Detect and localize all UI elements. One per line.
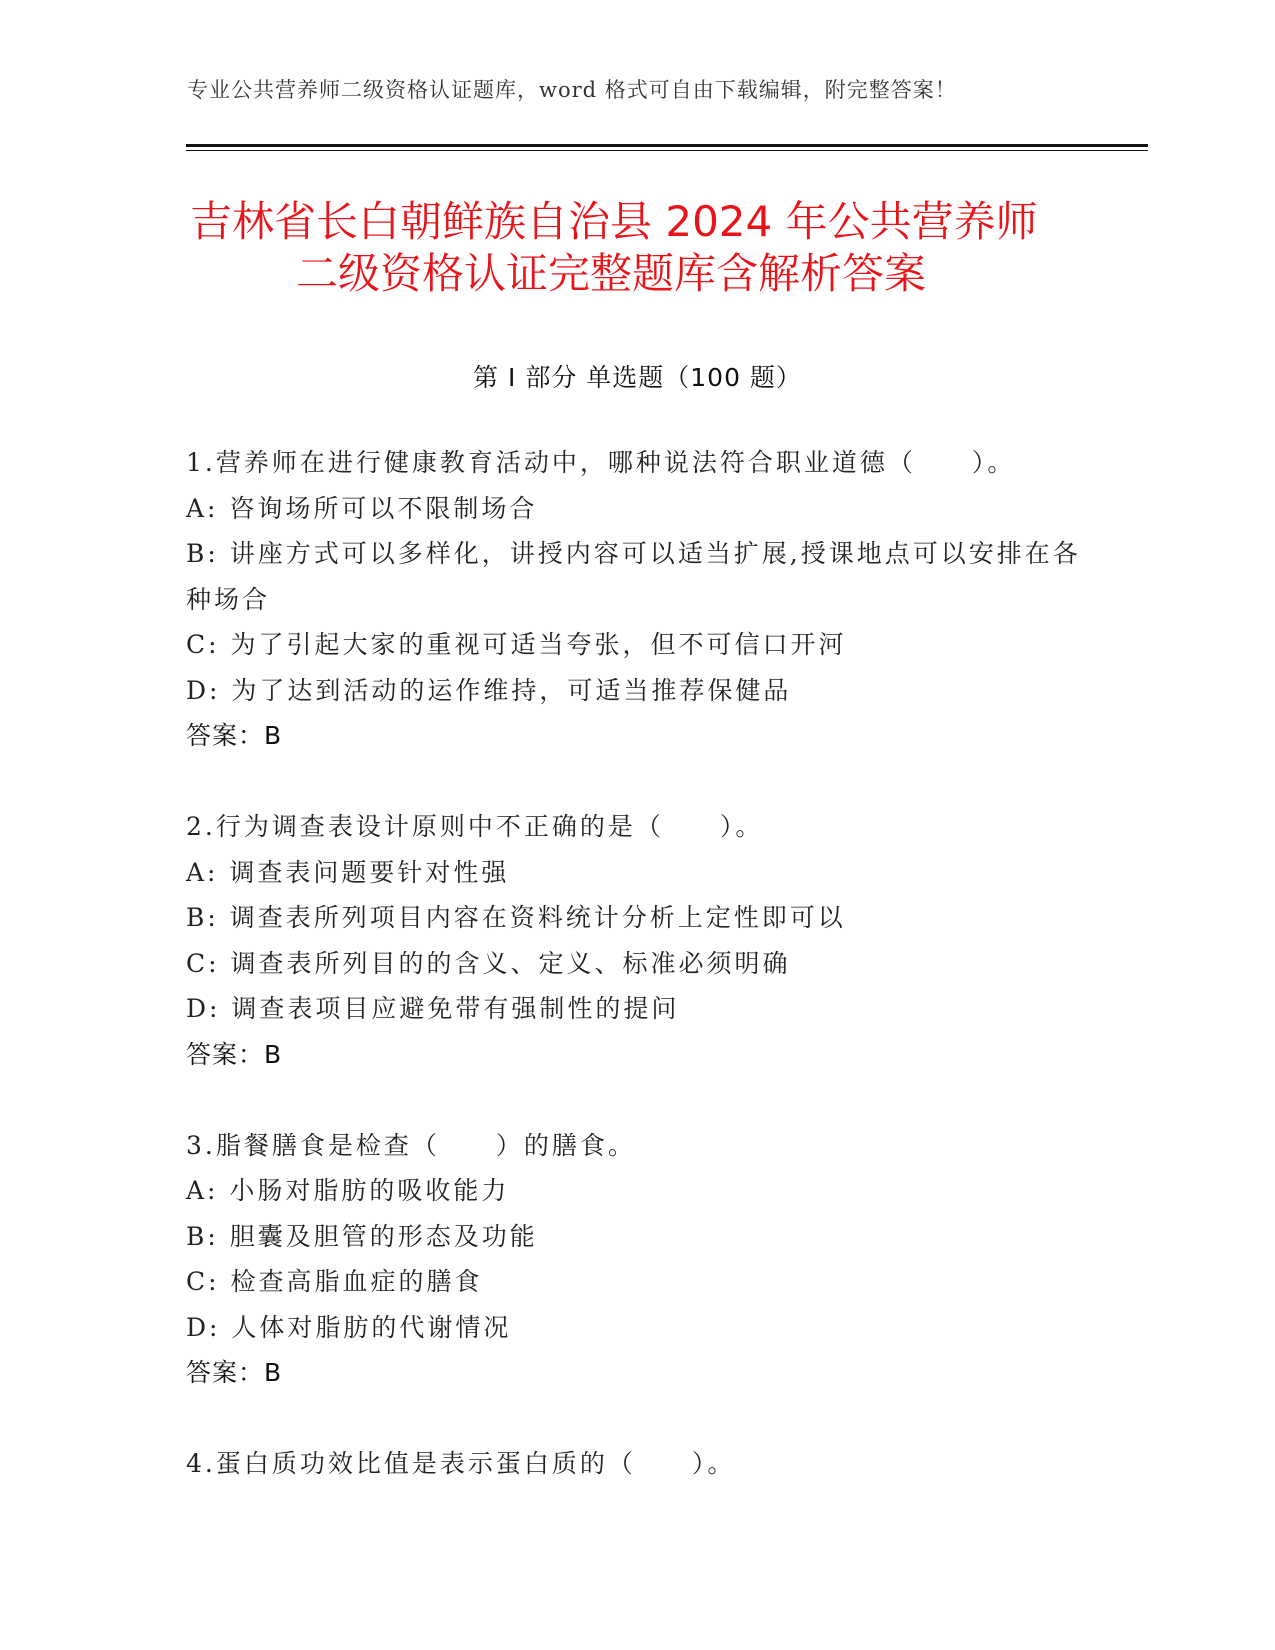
option-d: D: 人体对脂肪的代谢情况 bbox=[186, 1312, 512, 1342]
question-stem: 4.蛋白质功效比值是表示蛋白质的（ ）。 bbox=[186, 1449, 736, 1478]
option-b: B: 胆囊及胆管的形态及功能 bbox=[186, 1221, 538, 1251]
answer: 答案：B bbox=[186, 1039, 283, 1069]
option-c: C: 调查表所列目的的含义、定义、标准必须明确 bbox=[186, 948, 791, 978]
question-3 bbox=[186, 1123, 1086, 1396]
option-b: B: 讲座方式可以多样化，讲授内容可以适当扩展,授课地点可以安排在各种场合 bbox=[186, 539, 1081, 614]
question-list bbox=[186, 440, 1086, 1533]
document-title bbox=[190, 196, 1110, 300]
question-2 bbox=[186, 804, 1086, 1077]
question-4 bbox=[186, 1441, 1086, 1487]
option-a: A: 小肠对脂肪的吸收能力 bbox=[186, 1176, 510, 1205]
option-a: A: 咨询场所可以不限制场合 bbox=[186, 493, 538, 523]
question-1 bbox=[186, 440, 1086, 758]
question-stem: 2.行为调查表设计原则中不正确的是（ ）。 bbox=[186, 812, 764, 841]
page-header: 专业公共营养师二级资格认证题库，word 格式可自由下载编辑，附完整答案！ bbox=[187, 78, 957, 102]
option-b: B: 调查表所列项目内容在资料统计分析上定性即可以 bbox=[186, 903, 846, 932]
header-rule-thick bbox=[186, 144, 1148, 147]
question-stem: 1.营养师在进行健康教育活动中，哪种说法符合职业道德（ ）。 bbox=[186, 448, 1016, 477]
option-a: A: 调查表问题要针对性强 bbox=[186, 857, 510, 887]
answer: 答案：B bbox=[186, 1358, 283, 1387]
option-d: D: 为了达到活动的运作维持，可适当推荐保健品 bbox=[186, 675, 792, 705]
answer: 答案：B bbox=[186, 721, 283, 750]
option-d: D: 调查表项目应避免带有强制性的提问 bbox=[186, 994, 680, 1023]
option-c: C: 为了引起大家的重视可适当夸张，但不可信口开河 bbox=[186, 630, 847, 659]
title-line-2: 二级资格认证完整题库含解析答案 bbox=[296, 249, 927, 298]
section-heading: 第 I 部分 单选题（100 题） bbox=[473, 363, 802, 392]
header-rule-thin bbox=[186, 150, 1148, 151]
title-line-1: 吉林省长白朝鲜族自治县 2024 年公共营养师 bbox=[190, 197, 1038, 246]
option-c: C: 检查高脂血症的膳食 bbox=[186, 1267, 483, 1296]
question-stem: 3.脂餐膳食是检查（ ）的膳食。 bbox=[186, 1130, 636, 1160]
